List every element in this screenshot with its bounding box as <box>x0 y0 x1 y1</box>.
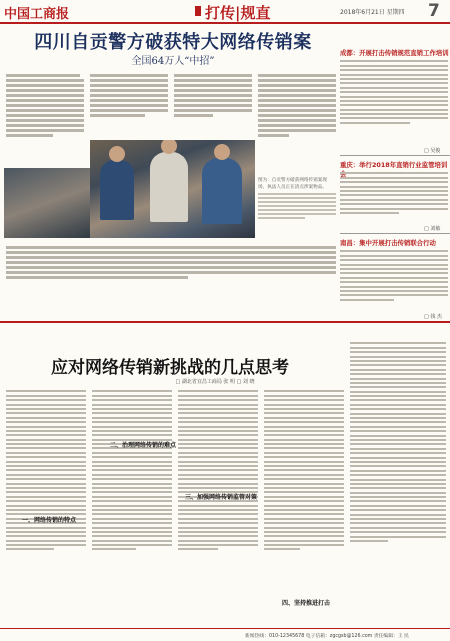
lead-column-4 <box>258 72 336 172</box>
date-line: 2018年6月21日 星期四 <box>340 9 405 16</box>
feature-column-3 <box>178 388 258 553</box>
sidebar-item-2-body <box>340 170 448 216</box>
news-sidebar <box>340 22 450 322</box>
feature-column-1 <box>6 388 86 553</box>
lead-column-1 <box>6 72 84 166</box>
lead-photo-secondary <box>4 168 90 238</box>
feature-column-5 <box>350 340 446 544</box>
lead-photo <box>90 140 255 238</box>
feature-column-4 <box>264 388 344 553</box>
lead-column-bottom <box>6 244 336 314</box>
feature-subsection-3: 三、加强网络传销监管对策 <box>185 494 258 501</box>
section-divider <box>0 321 450 323</box>
sidebar-item-2-title: 重庆：举行2018年直销行业监管培训 <box>340 161 448 169</box>
sidebar-item-3-body <box>340 248 448 303</box>
feature-headline: 应对网络传销新挑战的几点思考 <box>51 358 289 378</box>
lead-headline: 四川自贡警方破获特大网络传销案 <box>34 32 312 53</box>
sidebar-divider <box>340 155 450 156</box>
feature-author: □ 湖北省宜昌工商局 张 明 □ 刘 晓 <box>175 379 255 385</box>
sidebar-divider <box>340 233 450 234</box>
sidebar-item-1-body <box>340 58 448 126</box>
page-footer <box>0 628 450 641</box>
sidebar-item-2-byline: □ 刘敏 <box>424 226 441 232</box>
section-title: 打传|规直 <box>205 4 271 22</box>
sidebar-item-1-byline: □ 吴俊 <box>424 148 441 154</box>
section-marker-icon <box>195 6 201 16</box>
feature-subsection-4: 四、坚持推进打击 <box>282 600 331 607</box>
paper-logo: 中国工商报 <box>4 7 70 22</box>
photo-caption: 图为：自贡警方破获网络传销案现场，执法人员正在清点涉案物品。 <box>258 178 327 190</box>
lead-column-2 <box>90 72 168 138</box>
sidebar-item-3-title: 南昌：集中开展打击传销联合行动 <box>340 239 436 247</box>
feature-column-2 <box>92 388 172 553</box>
masthead <box>0 0 450 24</box>
feature-subsection-1: 一、网络传销的特点 <box>22 517 77 524</box>
sidebar-item-1-title: 成都：开展打击传销规范直销工作培训 <box>340 49 449 57</box>
feature-subsection-2: 二、治理网络传销的难点 <box>110 442 177 449</box>
page-number: 7 <box>428 1 440 21</box>
lead-column-3 <box>174 72 252 138</box>
sidebar-item-3-byline: □ 钱 杰 <box>424 314 442 320</box>
footer-text: 新闻热线：010-12345678 电子信箱：zgcgsb@126.com 责任编辑：王 民 <box>245 634 409 639</box>
lead-subhead: 全国64万人“中招” <box>131 56 215 67</box>
photo-caption-block <box>258 178 336 221</box>
